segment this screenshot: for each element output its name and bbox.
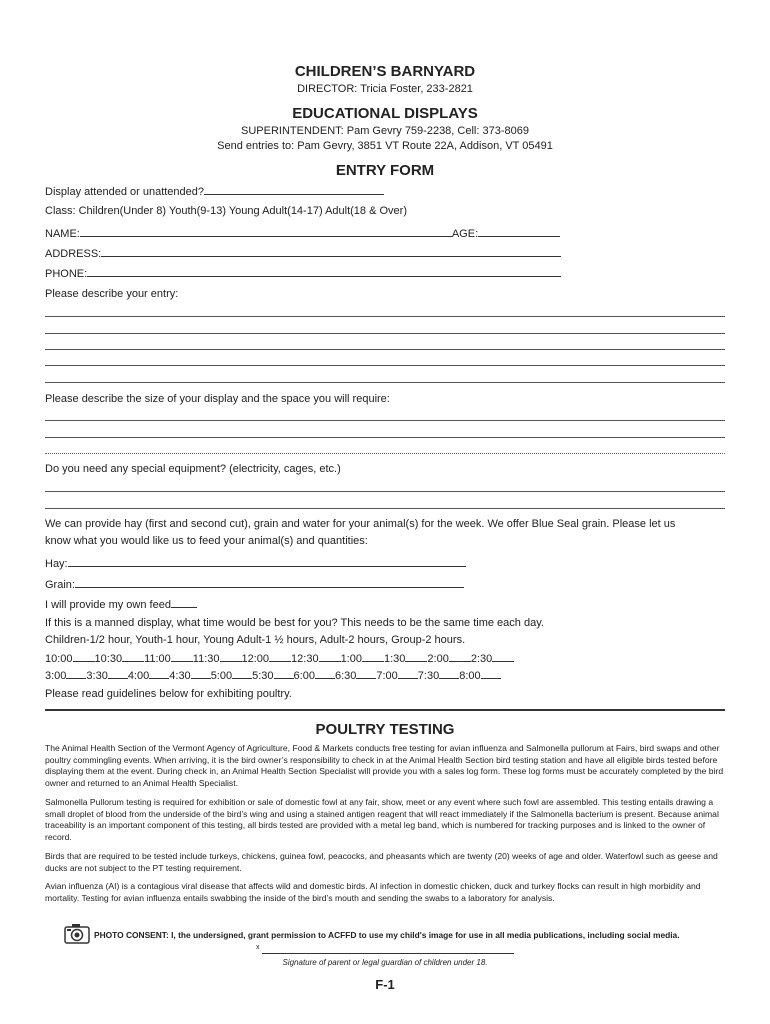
signature-caption: Signature of parent or legal guardian of children under 18. bbox=[282, 958, 488, 967]
signature-x-mark: x bbox=[256, 944, 260, 951]
entry-line-2[interactable] bbox=[45, 333, 725, 334]
poultry-paragraph-4: Avian influenza (AI) is a contagious viral disease that affects wild and domestic birds. AI infection in domestic chicken, duck and turkey flocks can result in high morbidity and mortality. Testing for avian influenza entails swabbing the inside of the bird’s mouth and sending the swabs to a laboratory for analysis. bbox=[45, 881, 701, 903]
display-attended-field bbox=[45, 184, 384, 198]
photo-consent-text: PHOTO CONSENT: I, the undersigned, grant permission to ACFFD to use my child's image for use in all media publications, including social media. bbox=[94, 930, 680, 940]
send-entries-line: Send entries to: Pam Gevry, 3851 VT Route 22A, Addison, VT 05491 bbox=[217, 140, 553, 152]
size-line-2[interactable] bbox=[45, 437, 725, 438]
age-input[interactable] bbox=[478, 226, 560, 237]
time-slots-row-1 bbox=[45, 651, 514, 665]
phone-input[interactable] bbox=[87, 266, 561, 277]
time-slots-row-2 bbox=[45, 668, 501, 682]
grain-row bbox=[45, 577, 464, 591]
time-slot[interactable]: 1:30 bbox=[384, 653, 427, 665]
feed-line-1: We can provide hay (first and second cut), grain and water for your animal(s) for the week. We offer Blue Seal grain. Please let us bbox=[45, 518, 676, 530]
name-age-row bbox=[45, 226, 560, 240]
poultry-paragraph-2: Salmonella Pullorum testing is required for exhibition or sale of domestic fowl at any fair, show, meet or any event where such fowl are assembled. This testing entails drawing a small droplet of blood from the underside of the bird’s wing and using a stained antigen reagent that will react immediately if the Salmonella bacterium is present. Because animal traceability is an important component of this testing, all birds tested are provided with a metal leg band, which is numbered for tracking purposes and is linked to the owner of record. bbox=[45, 797, 719, 842]
guidelines-note: Please read guidelines below for exhibiting poultry. bbox=[45, 688, 292, 700]
class-line: Class: Children(Under 8) Youth(9-13) Young Adult(14-17) Adult(18 & Over) bbox=[45, 205, 407, 217]
time-slot[interactable]: 6:00 bbox=[294, 670, 335, 682]
own-feed-row bbox=[45, 597, 197, 611]
manned-line-2: Children-1/2 hour, Youth-1 hour, Young Adult-1 ½ hours, Adult-2 hours, Group-2 hours. bbox=[45, 634, 466, 646]
phone-row bbox=[45, 266, 561, 280]
time-slot[interactable]: 8:00 bbox=[459, 670, 500, 682]
feed-line-2: know what you would like us to feed your animal(s) and quantities: bbox=[45, 535, 368, 547]
special-equipment-label: Do you need any special equipment? (electricity, cages, etc.) bbox=[45, 463, 341, 475]
time-slot[interactable]: 3:30 bbox=[86, 670, 127, 682]
own-feed-input[interactable] bbox=[171, 597, 197, 608]
superintendent-line: SUPERINTENDENT: Pam Gevry 759-2238, Cell: 373-8069 bbox=[241, 125, 529, 137]
page-number: F-1 bbox=[375, 977, 395, 992]
time-slot[interactable]: 3:00 bbox=[45, 670, 86, 682]
hay-input[interactable] bbox=[68, 556, 466, 567]
time-slot[interactable]: 7:30 bbox=[418, 670, 459, 682]
entry-line-1[interactable] bbox=[45, 316, 725, 317]
title-childrens-barnyard: CHILDREN’S BARNYARD bbox=[294, 63, 476, 80]
time-slot[interactable]: 10:30 bbox=[95, 653, 145, 665]
title-poultry-testing: POULTRY TESTING bbox=[315, 721, 455, 738]
time-slot[interactable]: 6:30 bbox=[335, 670, 376, 682]
time-slot[interactable]: 2:30 bbox=[471, 653, 514, 665]
time-slot[interactable]: 4:30 bbox=[169, 670, 210, 682]
grain-input[interactable] bbox=[75, 577, 464, 588]
own-feed-label: I will provide my own feed bbox=[45, 599, 171, 611]
camera-icon bbox=[64, 923, 90, 945]
grain-label: Grain: bbox=[45, 579, 75, 591]
time-slot[interactable]: 5:30 bbox=[252, 670, 293, 682]
size-line-1[interactable] bbox=[45, 420, 725, 421]
hay-label: Hay: bbox=[45, 558, 68, 570]
time-slot[interactable]: 1:00 bbox=[341, 653, 384, 665]
title-entry-form: ENTRY FORM bbox=[335, 162, 435, 179]
time-slot[interactable]: 10:00 bbox=[45, 653, 95, 665]
entry-line-3[interactable] bbox=[45, 349, 725, 350]
display-attended-label: Display attended or unattended? bbox=[45, 186, 205, 198]
phone-label: PHONE: bbox=[45, 268, 88, 280]
entry-line-4[interactable] bbox=[45, 365, 725, 366]
time-slot[interactable]: 2:00 bbox=[427, 653, 470, 665]
name-label: NAME: bbox=[45, 228, 80, 240]
address-label: ADDRESS: bbox=[45, 248, 102, 260]
name-input[interactable] bbox=[80, 226, 452, 237]
display-attended-input[interactable] bbox=[204, 184, 384, 195]
time-slot[interactable]: 11:30 bbox=[193, 653, 242, 665]
poultry-paragraph-1: The Animal Health Section of the Vermont Agency of Agriculture, Food & Markets conducts free testing for avian influenza and Salmonella pullorum at Fairs, bird swaps and other poultry commingling events. When arriving, it is the bird owner’s responsibility to check in at the Animal Health Section bird testing station and have all eligible birds tested before displaying them at the event. During check in, an Animal Health Section Specialist will provide you with a sales log form. These log forms must be accurately completed by the bird owner and returned to an Animal Health Specialist. bbox=[45, 743, 724, 788]
time-slot[interactable]: 4:00 bbox=[128, 670, 169, 682]
title-educational-displays: EDUCATIONAL DISPLAYS bbox=[292, 105, 478, 122]
time-slot[interactable]: 11:00 bbox=[144, 653, 193, 665]
hay-row bbox=[45, 556, 466, 570]
equipment-line-1[interactable] bbox=[45, 491, 725, 492]
manned-line-1: If this is a manned display, what time would be best for you? This needs to be the same time each day. bbox=[45, 617, 544, 629]
describe-size-label: Please describe the size of your display and the space you will require: bbox=[45, 393, 390, 405]
describe-entry-label: Please describe your entry: bbox=[45, 288, 179, 300]
time-slot[interactable]: 7:00 bbox=[376, 670, 417, 682]
time-slot[interactable]: 12:00 bbox=[242, 653, 292, 665]
equipment-line-2[interactable] bbox=[45, 508, 725, 509]
signature-line[interactable] bbox=[262, 953, 514, 954]
entry-line-5[interactable] bbox=[45, 382, 725, 383]
address-row bbox=[45, 246, 561, 260]
poultry-paragraph-3: Birds that are required to be tested include turkeys, chickens, guinea fowl, peacocks, and pheasants which are twenty (20) weeks of age and older. Waterfowl such as geese and ducks are not subject to the PT testing requirement. bbox=[45, 851, 718, 873]
address-input[interactable] bbox=[101, 246, 561, 257]
size-line-3[interactable] bbox=[45, 453, 725, 454]
director-line: DIRECTOR: Tricia Foster, 233-2821 bbox=[297, 83, 473, 95]
age-label: AGE: bbox=[451, 228, 479, 240]
time-slot[interactable]: 5:00 bbox=[211, 670, 252, 682]
section-divider bbox=[45, 709, 725, 711]
time-slot[interactable]: 12:30 bbox=[291, 653, 341, 665]
